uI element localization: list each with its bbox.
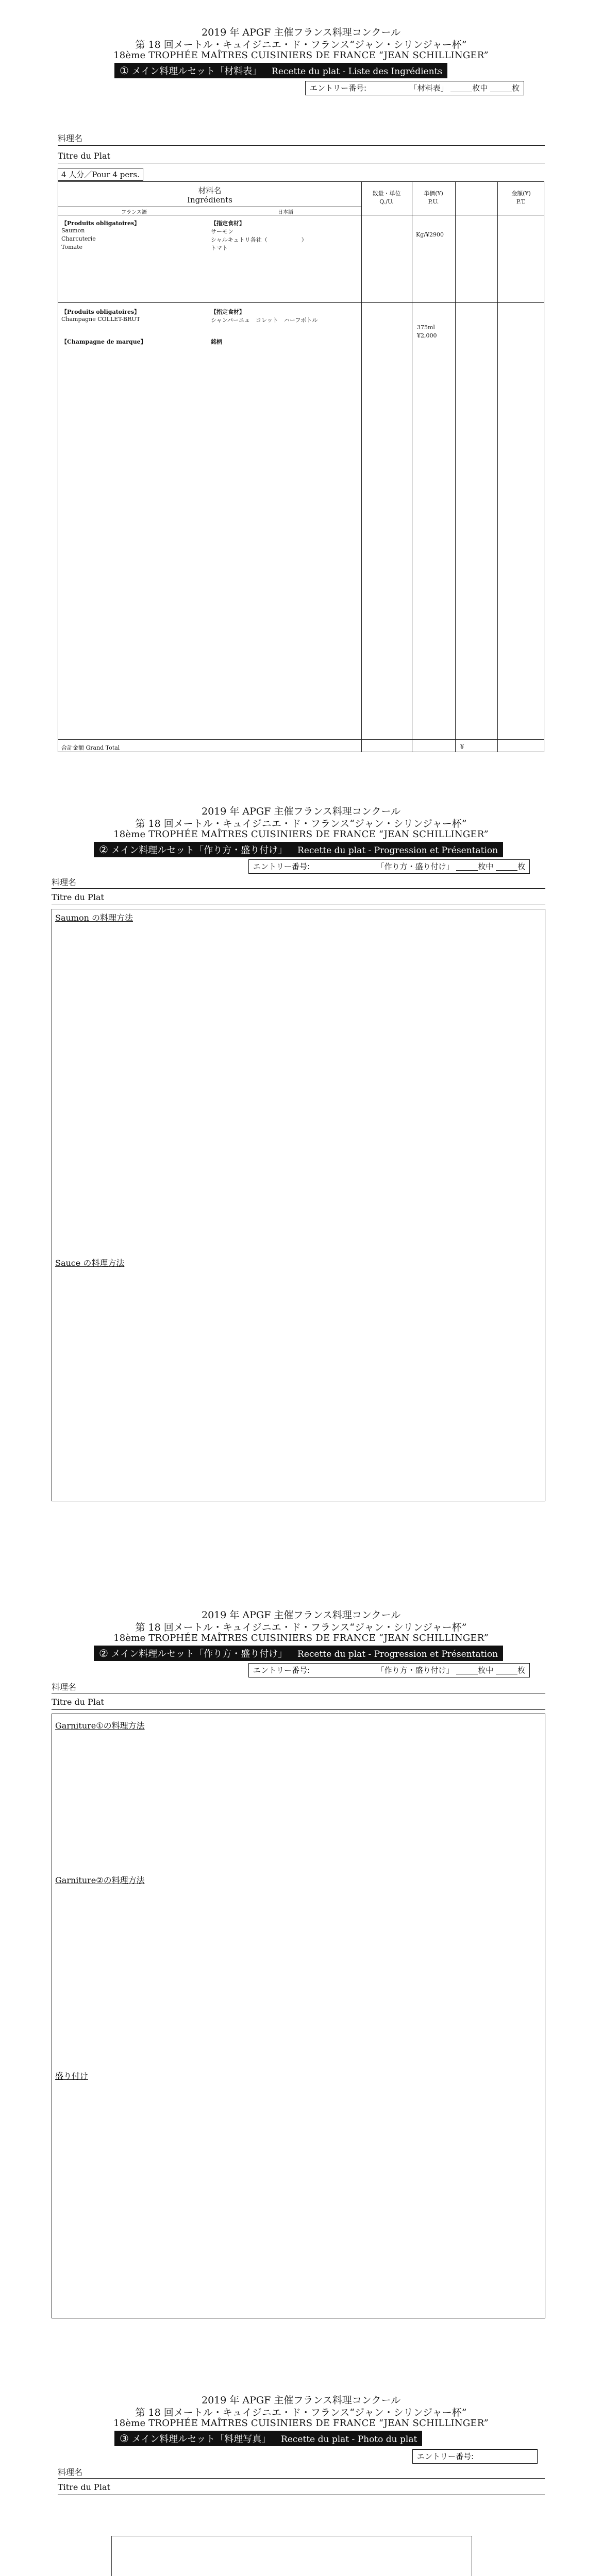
section-number: ①: [120, 64, 129, 77]
col-ingredients: 材料名: [198, 186, 222, 195]
header-line3: 18ème TROPHÉE MAÎTRES CUISINIERS DE FRANCE “JEAN SCHILLINGER”: [113, 2418, 489, 2429]
sec2-fr: 【Produits obligatoires】: [61, 309, 140, 315]
header-line2: 第 18 回メートル・キュイジニエ・ド・フランス“ジャン・シリンジャー杯”: [135, 39, 467, 50]
col-jp-sub: 日本語: [278, 210, 293, 215]
entry-label: エントリー番号:: [253, 862, 310, 871]
section-bar: [114, 2431, 422, 2446]
servings-label: 4 人分／Pour 4 pers.: [58, 168, 143, 181]
progression-box[interactable]: [52, 1714, 545, 2318]
col-qty-fr: Q./U.: [379, 198, 394, 205]
section-title-fr: Recette du plat - Liste des Ingrédients: [272, 66, 443, 77]
page-progression-2: [0, 1546, 602, 2318]
section-saumon: Saumon の料理方法: [55, 913, 133, 923]
row-fr-2: Charcuterie: [61, 235, 96, 242]
row-jp-1: サーモン: [211, 228, 233, 235]
dish-title-label: Titre du Plat: [52, 1697, 104, 1707]
col-qty: 数量・単位: [372, 190, 401, 197]
col-pt: 金額(¥): [511, 190, 531, 197]
col-pt-fr: P.T.: [516, 198, 526, 205]
header-line1: 2019 年 APGF 主催フランス料理コンクール: [201, 1609, 400, 1621]
entry-label: エントリー番号:: [310, 83, 367, 93]
total-label: 合計金額 Grand Total: [61, 744, 120, 751]
section-sauce: Sauce の料理方法: [55, 1258, 125, 1268]
dish-name-label: 料理名: [58, 133, 83, 143]
dish-name-label: 料理名: [52, 877, 77, 887]
header-line1: 2019 年 APGF 主催フランス料理コンクール: [201, 2395, 400, 2406]
header-line3: 18ème TROPHÉE MAÎTRES CUISINIERS DE FRANCE “JEAN SCHILLINGER”: [113, 1633, 489, 1643]
header-line3: 18ème TROPHÉE MAÎTRES CUISINIERS DE FRANCE “JEAN SCHILLINGER”: [113, 50, 489, 61]
sheets-mid: 枚中: [472, 83, 488, 93]
header-line3: 18ème TROPHÉE MAÎTRES CUISINIERS DE FRANCE “JEAN SCHILLINGER”: [113, 829, 489, 840]
entry-number-box[interactable]: [248, 1663, 530, 1677]
sheets-mid: 枚中: [478, 1666, 494, 1675]
row-jp-3: トマト: [211, 245, 228, 251]
entry-number-box[interactable]: [412, 2449, 538, 2464]
dish-name-label: 料理名: [58, 2467, 83, 2477]
sec2-fr2: Champagne COLLET-BRUT: [61, 316, 140, 323]
header-line2: 第 18 回メートル・キュイジニエ・ド・フランス“ジャン・シリンジャー杯”: [135, 1622, 467, 1633]
entry-type: 「作り方・盛り付け」: [376, 1666, 454, 1675]
col-ingredients-fr: Ingrédients: [187, 195, 232, 205]
entry-type: 「作り方・盛り付け」: [376, 862, 454, 871]
section-number: ③: [120, 2432, 129, 2445]
entry-label: エントリー番号:: [253, 1666, 310, 1675]
dish-title-label: Titre du Plat: [58, 151, 110, 161]
sheets-end: 枚: [517, 1666, 526, 1675]
section-title: メイン料理ルセット「材料表」: [131, 66, 262, 77]
total-currency: ¥: [460, 743, 464, 750]
section-bar: [94, 842, 503, 857]
row-fr-1: Saumon: [61, 227, 85, 234]
page-photo: [0, 2318, 602, 2576]
section-garniture-1: Garniture①の料理方法: [55, 1721, 145, 1731]
dish-title-line[interactable]: [52, 1709, 545, 1710]
progression-box[interactable]: [52, 909, 545, 1501]
sec1-jp: 【指定食材】: [211, 220, 245, 227]
sheets-end: 枚: [517, 862, 526, 871]
col-fr-sub: フランス語: [121, 210, 147, 215]
dish-name-label: 料理名: [52, 1682, 77, 1692]
section-title: メイン料理ルセット「料理写真」: [131, 2434, 271, 2445]
section-title-fr: Recette du plat - Photo du plat: [281, 2434, 417, 2445]
section-bar: [114, 63, 447, 78]
section-dressage: 盛り付け: [55, 2071, 89, 2081]
row-fr-3: Tomate: [61, 244, 83, 250]
header-line2: 第 18 回メートル・キュイジニエ・ド・フランス“ジャン・シリンジャー杯”: [135, 818, 467, 829]
entry-number-box[interactable]: [305, 81, 524, 95]
sec2-pu: 375ml: [417, 324, 435, 331]
sec1-fr: 【Produits obligatoires】: [61, 220, 140, 227]
sec2-jp: 【指定食材】: [211, 309, 245, 315]
dish-name-line[interactable]: [58, 145, 545, 146]
row-jp-2: シャルキュトリ各社（ ）: [211, 236, 307, 243]
section-title: メイン料理ルセット「作り方・盛り付け」: [111, 845, 288, 856]
section-title: メイン料理ルセット「作り方・盛り付け」: [111, 1649, 288, 1659]
row-pu-1: Kg/¥2900: [416, 231, 444, 238]
col-pu-fr: P.U.: [428, 198, 439, 205]
header-line2: 第 18 回メートル・キュイジニエ・ド・フランス“ジャン・シリンジャー杯”: [135, 2407, 467, 2418]
ingredients-table: [58, 181, 544, 752]
section-title-fr: Recette du plat - Progression et Présentation: [297, 845, 498, 856]
dish-name-line[interactable]: [58, 2478, 545, 2479]
col-pu: 単価(¥): [424, 190, 443, 197]
header-line1: 2019 年 APGF 主催フランス料理コンクール: [201, 806, 400, 817]
section-title-fr: Recette du plat - Progression et Présentation: [297, 1649, 498, 1659]
page-ingredients: [0, 0, 602, 773]
entry-label: エントリー番号:: [417, 2452, 474, 2461]
entry-type: 「材料表」: [409, 83, 448, 93]
sec2-pu2: ¥2,000: [417, 332, 437, 339]
header-line1: 2019 年 APGF 主催フランス料理コンクール: [201, 27, 400, 38]
sheets-end: 枚: [512, 83, 520, 93]
dish-title-label: Titre du Plat: [58, 2482, 110, 2492]
sheets-mid: 枚中: [478, 862, 494, 871]
dish-name-line[interactable]: [52, 888, 545, 889]
section-bar: [94, 1646, 503, 1661]
section-number: ②: [99, 843, 108, 856]
dish-title-label: Titre du Plat: [52, 892, 104, 902]
entry-number-box[interactable]: [248, 859, 530, 874]
sec3-jp: 銘柄: [211, 338, 222, 345]
sec2-jp2: シャンパーニュ コレット ハーフボトル: [211, 317, 318, 324]
section-garniture-2: Garniture②の料理方法: [55, 1875, 145, 1885]
sec3-fr: 【Champagne de marque】: [61, 338, 146, 345]
photo-frame[interactable]: [111, 2536, 472, 2576]
section-number: ②: [99, 1647, 108, 1659]
page-progression-1: [0, 773, 602, 1546]
